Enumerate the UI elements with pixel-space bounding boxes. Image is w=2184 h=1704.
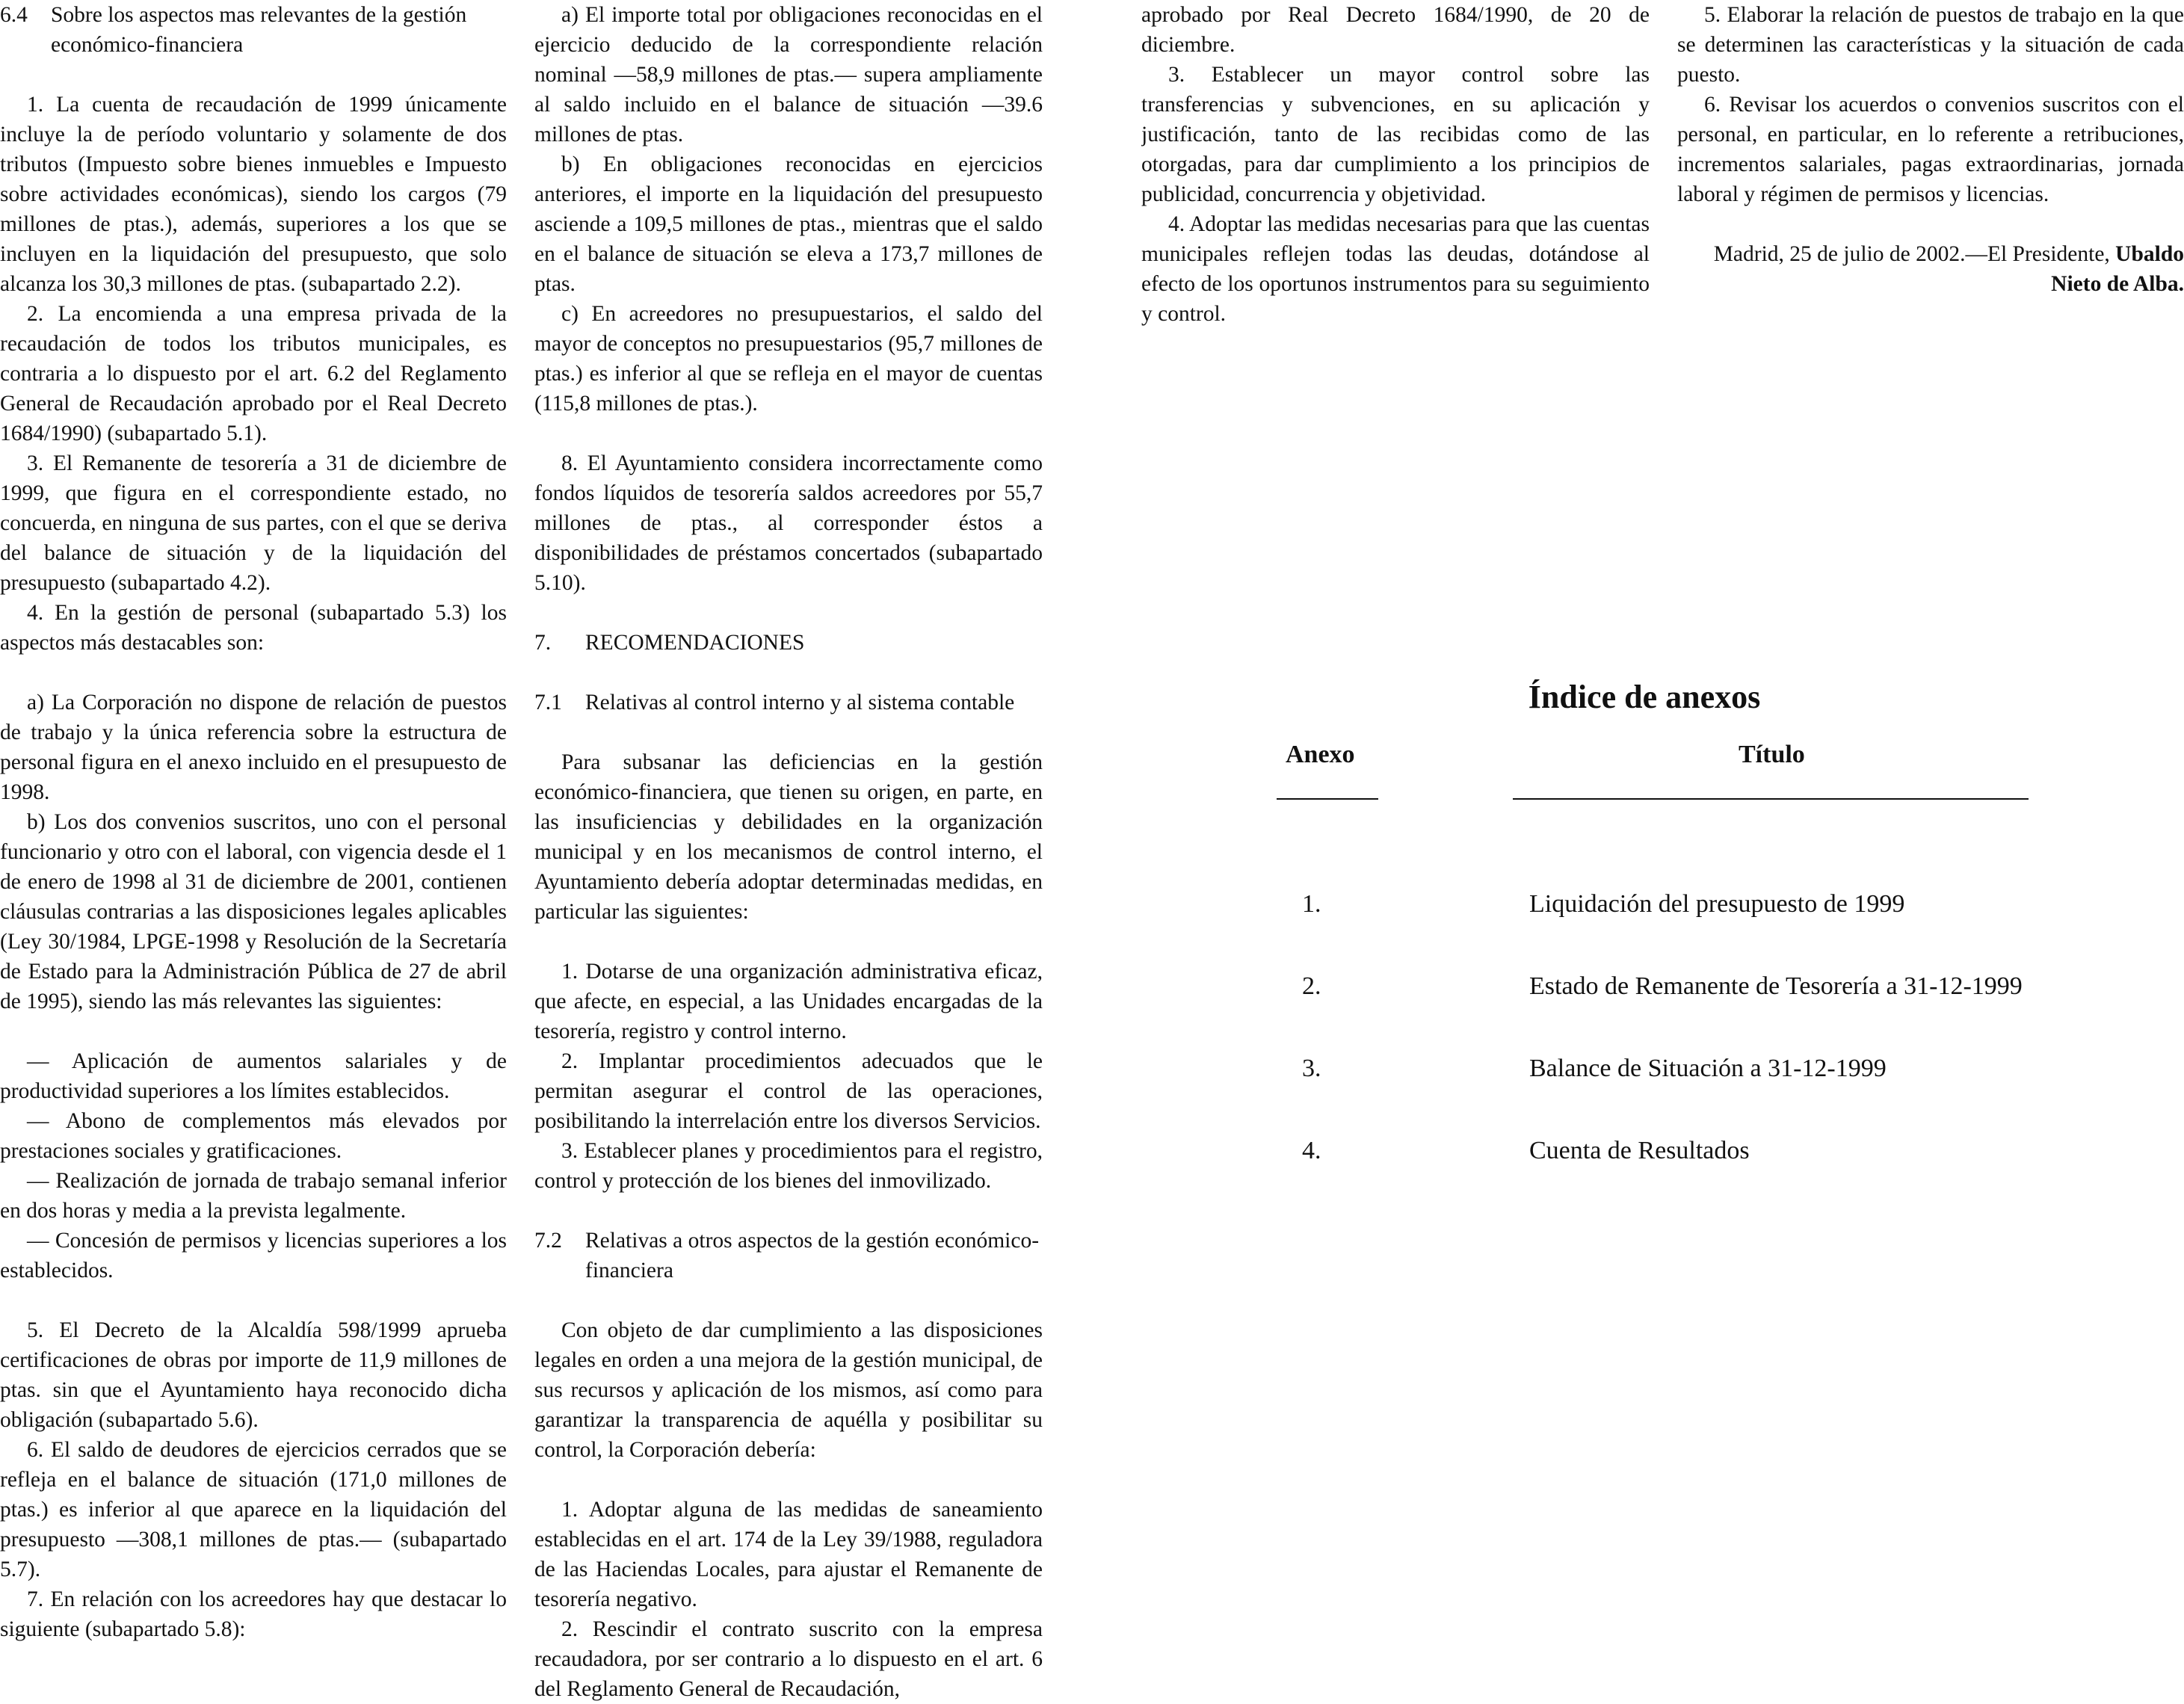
column-2 <box>534 0 1043 1704</box>
annex-number: 4. <box>1302 1137 1321 1164</box>
recommendation-1: 1. Dotarse de una organización administrativa eficaz, que afecte, en especial, a las Unidades encargadas de la tesorería, registro y control interno. <box>534 960 1043 1043</box>
dash-item-4: — Concesión de permisos y licencias superiores a los establecidos. <box>0 1229 507 1282</box>
heading-text: RECOMENDACIONES <box>585 631 805 655</box>
section-heading-7-2 <box>534 1226 1043 1285</box>
paragraph-2: 2. La encomienda a una empresa privada de la recaudación de todos los tributos municipales, es contraria a lo dispuesto por el art. 6.2 del Reglamento General de Recaudación aprobado por el Real Decreto 1684/1990) (subapartado 5.1). <box>0 302 507 445</box>
paragraph-4a: a) La Corporación no dispone de relación de puestos de trabajo y la única referencia sobre la estructura de personal figura en el anexo incluido en el presupuesto de 1998. <box>0 691 507 804</box>
annex-row <box>1256 1136 2033 1166</box>
recommendation-3: 3. Establecer planes y procedimientos para el registro, control y protección de los bienes del inmovilizado. <box>534 1139 1043 1193</box>
paragraph-8: 8. El Ayuntamiento considera incorrectamente como fondos líquidos de tesorería saldos acreedores por 55,7 millones de ptas., al corresponder éstos a disponibilidades de préstamos concertados (subapartado 5.10). <box>534 451 1043 595</box>
paragraph-6: 6. El saldo de deudores de ejercicios cerrados que se refleja en el balance de situación (171,0 millones de ptas.) es inferior al que aparece en la liquidación del presupuesto —308,1 millones de ptas.— (subapartado 5.7). <box>0 1438 507 1581</box>
paragraph-1: 1. La cuenta de recaudación de 1999 únicamente incluye la de período voluntario y solamente de dos tributos (Impuesto sobre bienes inmuebles e Impuesto sobre actividades económicas), siendo los cargos (79 millones de ptas.), además, superiores a los que se incluyen en la liquidación del presupuesto, que solo alcanza los 30,3 millones de ptas. (subapartado 2.2). <box>0 93 507 296</box>
annex-title: Estado de Remanente de Tesorería a 31-12-1999 <box>1529 972 2023 1000</box>
heading-number: 7. <box>534 631 552 655</box>
measure-6: 6. Revisar los acuerdos o convenios suscritos con el personal, en particular, en lo referente a retribuciones, incrementos salariales, pagas extraordinarias, jornada laboral y régimen de permisos y licencias. <box>1677 93 2184 206</box>
paragraph-7c: c) En acreedores no presupuestarios, el saldo del mayor de conceptos no presupuestarios (95,7 millones de ptas.) es inferior al que se refleja en el mayor de cuentas (115,8 millones de ptas.). <box>534 302 1043 416</box>
measure-2-continuation: aprobado por Real Decreto 1684/1990, de 20 de diciembre. <box>1141 3 1650 57</box>
signature <box>1677 239 2184 299</box>
heading-text: Relativas al control interno y al sistema contable <box>585 691 1015 714</box>
measure-4: 4. Adoptar las medidas necesarias para que las cuentas municipales reflejen todas las deudas, dotándose al efecto de los oportunos instrumentos para su seguimiento y control. <box>1141 212 1650 326</box>
heading-text: Relativas a otros aspectos de la gestión económico-financiera <box>585 1229 1040 1282</box>
paragraph-4b: b) Los dos convenios suscritos, uno con el personal funcionario y otro con el laboral, con vigencia desde el 1 de enero de 1998 al 31 de diciembre de 2001, contienen cláusulas contrarias a las disposiciones legales aplicables (Ley 30/1984, LPGE-1998 y Resolución de la Secretaría de Estado para la Administración Pública de 27 de abril de 1995), siendo las más relevantes las siguientes: <box>0 810 507 1013</box>
column-3 <box>1141 0 1650 329</box>
dash-item-1: — Aplicación de aumentos salariales y de productividad superiores a los límites establecidos. <box>0 1049 507 1103</box>
column-4 <box>1677 0 2184 299</box>
measure-2: 2. Rescindir el contrato suscrito con la empresa recaudadora, por ser contrario a lo dispuesto en el art. 6 del Reglamento General de Recaudación, <box>534 1617 1043 1701</box>
measure-3: 3. Establecer un mayor control sobre las transferencias y subvenciones, en su aplicación y justificación, tanto de las recibidas como de las otorgadas, para dar cumplimiento a los principios de publicidad, concurrencia y objetividad. <box>1141 63 1650 206</box>
dash-item-2: — Abono de complementos más elevados por prestaciones sociales y gratificaciones. <box>0 1109 507 1163</box>
heading-number: 7.2 <box>534 1229 562 1253</box>
annex-number: 2. <box>1302 972 1321 1000</box>
annex-row <box>1256 1054 2033 1084</box>
paragraph-5: 5. El Decreto de la Alcaldía 598/1999 aprueba certificaciones de obras por importe de 11,9 millones de ptas. sin que el Ayuntamiento haya reconocido dicha obligación (subapartado 5.6). <box>0 1318 507 1432</box>
measure-5: 5. Elaborar la relación de puestos de trabajo en la que se determinen las características y la situación de cada puesto. <box>1677 3 2184 87</box>
paragraph-7a: a) El importe total por obligaciones reconocidas en el ejercicio deducido de la correspondiente relación nominal —58,9 millones de ptas.— supera ampliamente al saldo incluido en el balance de situación —39.6 millones de ptas. <box>534 3 1043 146</box>
section-heading-7-1 <box>534 688 1043 717</box>
annex-title: Balance de Situación a 31-12-1999 <box>1529 1055 1887 1082</box>
annex-header-rule <box>1277 798 1378 800</box>
signature-name: Ubaldo Nieto de Alba. <box>2051 242 2184 296</box>
paragraph-4: 4. En la gestión de personal (subapartado 5.3) los aspectos más destacables son: <box>0 601 507 655</box>
annex-column-header: Anexo <box>1286 741 1355 768</box>
annex-row <box>1256 972 2033 1001</box>
heading-number: 7.1 <box>534 691 562 714</box>
signature-text: Madrid, 25 de julio de 2002.—El Presidente, <box>1713 242 2110 266</box>
heading-number: 6.4 <box>0 3 28 27</box>
column-1 <box>0 0 507 1644</box>
section-heading-7 <box>534 628 1043 658</box>
recommendation-2: 2. Implantar procedimientos adecuados que le permitan asegurar el control de las operaciones, posibilitando la interrelación entre los diversos Servicios. <box>534 1049 1043 1133</box>
paragraph-7b: b) En obligaciones reconocidas en ejercicios anteriores, el importe en la liquidación del presupuesto asciende a 109,5 millones de ptas., mientras que el saldo en el balance de situación se eleva a 173,7 millones de ptas. <box>534 152 1043 296</box>
title-header-rule <box>1513 798 2029 800</box>
paragraph-7-2-intro: Con objeto de dar cumplimiento a las disposiciones legales en orden a una mejora de la gestión municipal, de sus recursos y aplicación de los mismos, así como para garantizar la transparencia de aquélla y posibilitar su control, la Corporación debería: <box>534 1318 1043 1462</box>
annex-title: Liquidación del presupuesto de 1999 <box>1529 890 1905 918</box>
title-column-header: Título <box>1739 741 1805 768</box>
annex-row <box>1256 889 2033 919</box>
paragraph-7-1-intro: Para subsanar las deficiencias en la gestión económico-financiera, que tienen su origen, en parte, en las insuficiencias y debilidades en la organización municipal y en los mecanismos de control interno, el Ayuntamiento debería adoptar determinadas medidas, en particular las siguientes: <box>534 750 1043 924</box>
annex-title: Cuenta de Resultados <box>1529 1137 1750 1164</box>
annex-number: 3. <box>1302 1055 1321 1082</box>
heading-text: Sobre los aspectos mas relevantes de la gestión económico-financiera <box>51 3 467 57</box>
annex-index <box>1256 658 2033 1181</box>
annex-index-title: Índice de anexos <box>1528 679 1761 715</box>
dash-item-3: — Realización de jornada de trabajo semanal inferior en dos horas y media a la prevista legalmente. <box>0 1169 507 1223</box>
paragraph-3: 3. El Remanente de tesorería a 31 de diciembre de 1999, que figura en el correspondiente estado, no concuerda, en ninguna de sus partes, con el que se deriva del balance de situación y de la liquidación del presupuesto (subapartado 4.2). <box>0 451 507 595</box>
annex-number: 1. <box>1302 890 1321 918</box>
paragraph-7: 7. En relación con los acreedores hay que destacar lo siguiente (subapartado 5.8): <box>0 1587 507 1641</box>
measure-1: 1. Adoptar alguna de las medidas de saneamiento establecidas en el art. 174 de la Ley 39/1988, reguladora de las Haciendas Locales, para ajustar el Remanente de tesorería negativo. <box>534 1498 1043 1611</box>
section-heading-6-4 <box>0 0 507 60</box>
